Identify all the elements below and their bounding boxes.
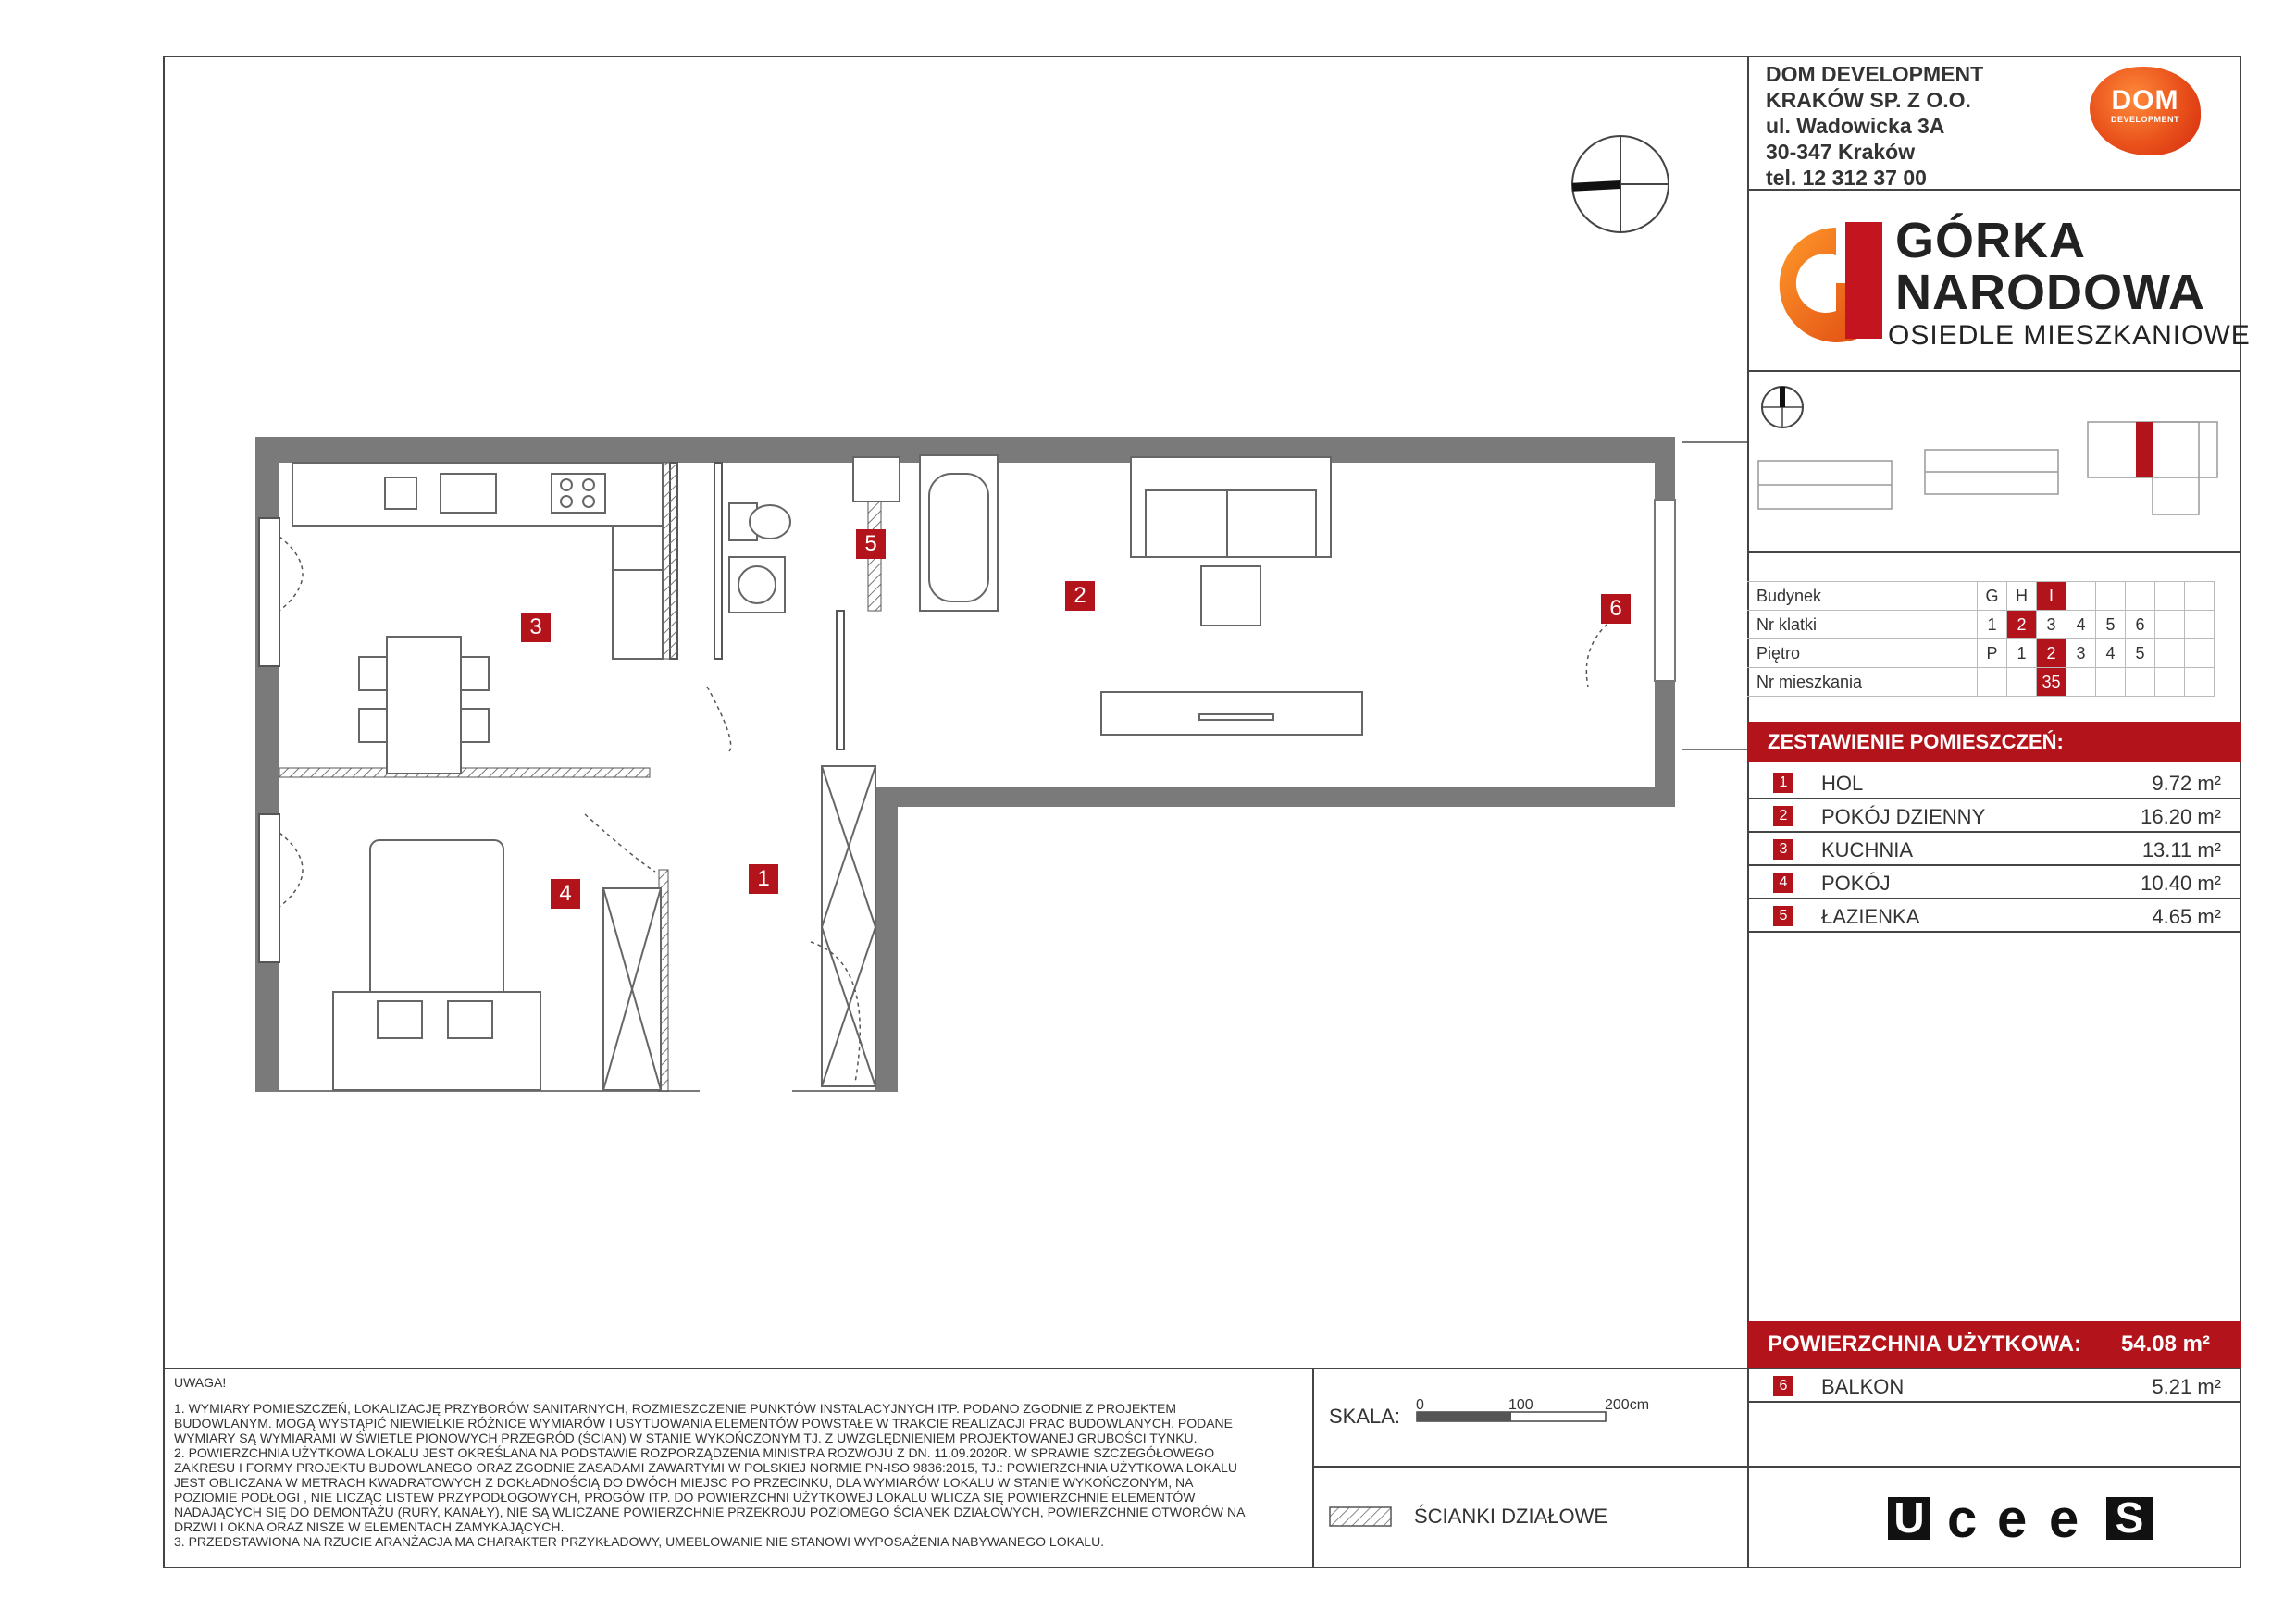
table-cell <box>2185 582 2215 611</box>
room-name: ŁAZIENKA <box>1821 905 1920 928</box>
room-row <box>1747 766 2241 799</box>
project-title <box>1895 215 2205 318</box>
room-area: 4.65 m² <box>2152 905 2221 928</box>
living-furniture <box>1101 457 1362 735</box>
company-line: 30-347 Kraków <box>1766 140 1916 164</box>
note-line: BUDOWLANYM. MOGĄ WYSTĄPIĆ NIEWIELKIE RÓŻNICE WYMIARÓW I USYTUOWANIA ELEMENTÓW POWSTAŁE W TRAKCIE REALIZACJI PRAC BUDOWLANYCH. PODANE <box>174 1416 1233 1431</box>
room-name: BALKON <box>1821 1375 1905 1398</box>
kitchen-counter <box>292 463 663 659</box>
row-label: Budynek <box>1747 582 1978 611</box>
floor-plan <box>163 56 1747 1092</box>
table-cell: 3 <box>2037 611 2066 639</box>
row-label: Nr klatki <box>1747 611 1978 639</box>
scale-tick: 100 <box>1508 1397 1533 1413</box>
room-name: POKÓJ <box>1821 872 1891 895</box>
table-cell: 5 <box>2096 611 2126 639</box>
room-number: 5 <box>1773 906 1793 926</box>
divider <box>1312 1466 2241 1468</box>
table-cell <box>2126 582 2155 611</box>
plan-tag-6: 6 <box>1601 594 1631 624</box>
company-line: tel. 12 312 37 00 <box>1766 166 1927 190</box>
table-cell <box>1978 668 2007 697</box>
table-cell <box>2185 668 2215 697</box>
note-line: 2. POWIERZCHNIA UŻYTKOWA LOKALU JEST OKREŚLANA NA PODSTAWIE ROZPORZĄDZENIA MINISTRA ROZWOJU Z DN. 11.09.2020R. W SPRAWIE SZCZEGÓŁOWEGO <box>174 1445 1215 1460</box>
bedroom-furniture <box>333 840 661 1090</box>
location-table <box>1747 581 2215 697</box>
room-row <box>1747 799 2241 833</box>
divider <box>1312 1368 1314 1567</box>
table-cell: 4 <box>2096 639 2126 668</box>
brand-letter: e <box>2049 1489 2079 1549</box>
notes-heading: UWAGA! <box>174 1375 227 1390</box>
table-cell: 2 <box>2037 639 2066 668</box>
brand-letter: U <box>1888 1497 1930 1540</box>
divider <box>1747 551 2241 553</box>
row-label: Nr mieszkania <box>1747 668 1978 697</box>
table-cell <box>2155 668 2185 697</box>
scale-label: SKALA: <box>1329 1405 1401 1428</box>
company-info <box>1766 61 1983 191</box>
room-area: 13.11 m² <box>2141 838 2221 861</box>
table-cell <box>2185 611 2215 639</box>
room-number: 6 <box>1773 1376 1793 1396</box>
table-cell: 2 <box>2007 611 2037 639</box>
legend-label: ŚCIANKI DZIAŁOWE <box>1414 1505 1608 1528</box>
plan-tag-1: 1 <box>749 864 778 894</box>
partition-kitchen-room <box>279 768 650 777</box>
brand-letter: e <box>1997 1489 2028 1549</box>
logo-subtext: DEVELOPMENT <box>2110 115 2179 124</box>
table-cell <box>2066 668 2096 697</box>
hatch-legend-icon <box>1329 1506 1394 1529</box>
plan-tag-3: 3 <box>521 613 551 642</box>
row-label: Piętro <box>1747 639 1978 668</box>
plan-tag-2: 2 <box>1065 581 1095 611</box>
logo-text: DOM <box>2111 85 2179 116</box>
project-title-line: GÓRKA <box>1895 213 2086 268</box>
rooms-header: ZESTAWIENIE POMIESZCZEŃ: <box>1747 722 2241 762</box>
table-cell <box>2066 582 2096 611</box>
table-row <box>1747 639 2215 668</box>
room-area: 16.20 m² <box>2141 805 2221 828</box>
room-row <box>1747 866 2241 899</box>
table-cell: 1 <box>1978 611 2007 639</box>
table-row <box>1747 582 2215 611</box>
divider <box>163 1368 2241 1369</box>
room-area: 10.40 m² <box>2141 872 2221 895</box>
note-line: ZAKRESU I FORMY PROJEKTU BUDOWLANEGO ORAZ ZGODNIE ZASADAMI ZAWARTYMI W POLSKIEJ NORMIE PN-ISO 9836:2015, TJ.: POWIERZCHNIA UŻYTKOWA LOKALU <box>174 1460 1237 1475</box>
table-cell <box>2155 611 2185 639</box>
room-area: 5.21 m² <box>2152 1375 2221 1398</box>
plan-tag-5: 5 <box>856 529 886 559</box>
note-line: 1. WYMIARY POMIESZCZEŃ, LOKALIZACJĘ PRZYBORÓW SANITARNYCH, ROZMIESZCZENIE PUNKTÓW INSTALACYJNYCH ITP. PODANO ZGODNIE Z PROJEKTEM <box>174 1401 1177 1416</box>
brand-letter: S <box>2106 1497 2153 1540</box>
table-cell: H <box>2007 582 2037 611</box>
company-line: ul. Wadowicka 3A <box>1766 114 1945 138</box>
note-line: NADAJĄCYCH SIĘ DO DEMONTAŻU (RURY, KANAŁY), NIE SĄ WLICZANE POWIERZCHNIE PRZEKROJU POZIOMEGO ŚCIANEK DZIAŁOWYCH, POWIERZCHNIE OTWORÓW NA <box>174 1505 1246 1519</box>
hall-wardrobe <box>822 766 875 1086</box>
table-cell: G <box>1978 582 2007 611</box>
table-cell: 1 <box>2007 639 2037 668</box>
legal-notes <box>174 1375 1285 1549</box>
room-name: HOL <box>1821 772 1864 795</box>
table-cell <box>2096 582 2126 611</box>
note-line: POZIOMIE PODŁOGI , NIE LICZĄC LISTEW PRZYPODŁOGOWYCH, PROGÓW ITP. DO POWIERZCHNI UŻYTKOWEJ LOKALU WLICZA SIĘ POWIERZCHNIE ELEMENTÓW <box>174 1490 1196 1505</box>
company-line: KRAKÓW SP. Z O.O. <box>1766 88 1971 112</box>
room-number: 4 <box>1773 873 1793 893</box>
room-area: 9.72 m² <box>2152 772 2221 795</box>
brand-letter: c <box>1947 1489 1978 1549</box>
table-cell: 6 <box>2126 611 2155 639</box>
key-plan <box>1755 383 2236 522</box>
project-subtitle: OSIEDLE MIESZKANIOWE <box>1888 320 2251 351</box>
room-row <box>1747 899 2241 933</box>
scale-tick: 0 <box>1416 1397 1424 1413</box>
divider <box>1747 1368 1749 1567</box>
table-cell: 3 <box>2066 639 2096 668</box>
company-line: DOM DEVELOPMENT <box>1766 62 1984 86</box>
project-title-line: NARODOWA <box>1895 265 2205 320</box>
compass-icon <box>1570 133 1671 235</box>
table-cell <box>2155 582 2185 611</box>
room-name: KUCHNIA <box>1821 838 1914 861</box>
gorka-narodowa-logo-icon <box>1771 218 1892 348</box>
table-cell: 4 <box>2066 611 2096 639</box>
plan-tag-4: 4 <box>551 879 580 909</box>
entrance-gap <box>700 1088 792 1092</box>
table-cell <box>2126 668 2155 697</box>
table-cell: 35 <box>2037 668 2066 697</box>
divider <box>1747 370 2241 372</box>
table-row <box>1747 611 2215 639</box>
room-row <box>1747 833 2241 866</box>
usable-area-value: 54.08 m² <box>2120 1332 2210 1357</box>
balcony-row <box>1747 1369 2241 1403</box>
note-line: JEST OBLICZANA W METRACH KWADRATOWYCH Z DOKŁADNOŚCIĄ DO DWÓCH MIEJSC PO PRZECINKU, DLA WYMIARÓW LOKALU W STANIE WYKOŃCZONYM, NA <box>174 1475 1194 1490</box>
note-line: 3. PRZEDSTAWIONA NA RZUCIE ARANŻACJA MA CHARAKTER PRZYKŁADOWY, UMEBLOWANIE NIE STANOWI WYPOSAŻENIA NABYWANEGO LOKALU. <box>174 1534 1105 1549</box>
note-line: WYMIARY SĄ WYMIARAMI W ŚWIETLE PIONOWYCH PRZEGRÓD (ŚCIAN) W STANIE WYKOŃCZONYM TJ. Z UWZGLĘDNIENIEM PROJEKTOWANEJ GRUBOŚCI TYNKU. <box>174 1431 1198 1445</box>
room-number: 3 <box>1773 839 1793 860</box>
room-number: 2 <box>1773 806 1793 826</box>
table-cell <box>2007 668 2037 697</box>
note-line: DRZWI I OKNA ORAZ NISZE W ELEMENTACH ZAMYKAJĄCYCH. <box>174 1519 565 1534</box>
scale-tick: 200cm <box>1605 1397 1650 1413</box>
table-cell: 5 <box>2126 639 2155 668</box>
table-cell: P <box>1978 639 2007 668</box>
usable-area-bar <box>1747 1321 2241 1368</box>
table-cell <box>2185 639 2215 668</box>
room-name: POKÓJ DZIENNY <box>1821 805 1986 828</box>
table-row <box>1747 668 2215 697</box>
table-cell <box>2096 668 2126 697</box>
table-cell: I <box>2037 582 2066 611</box>
room-number: 1 <box>1773 773 1793 793</box>
usable-area-label: POWIERZCHNIA UŻYTKOWA: <box>1768 1332 2082 1357</box>
table-cell <box>2155 639 2185 668</box>
wall-bottom-right <box>792 1090 898 1092</box>
dining-table <box>359 637 489 774</box>
